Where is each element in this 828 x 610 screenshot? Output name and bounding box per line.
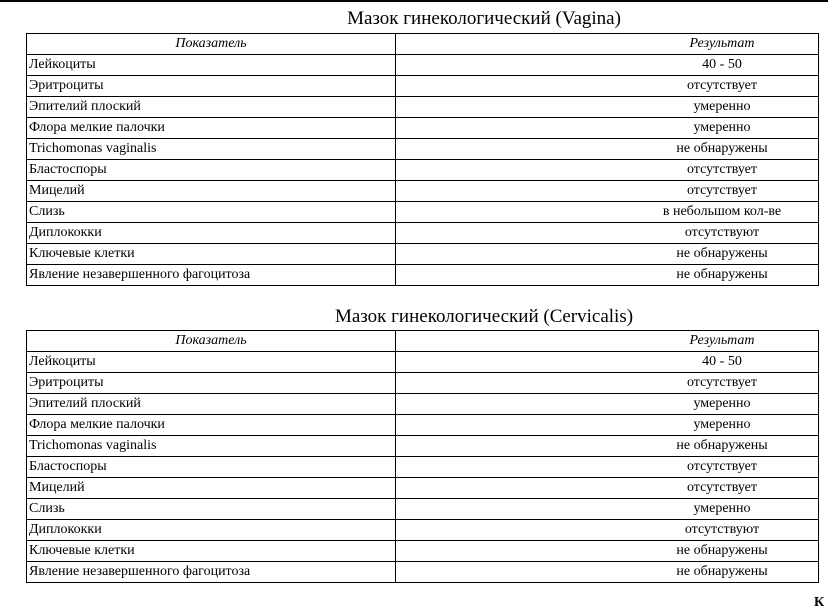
table-row: [27, 415, 819, 436]
row-result: [396, 499, 819, 520]
column-header-result: [396, 331, 819, 352]
row-result-text: умеренно: [693, 417, 751, 432]
row-result: [396, 202, 819, 223]
table-row: [27, 478, 819, 499]
column-header-indicator: Показатель: [27, 34, 396, 55]
row-result: [396, 76, 819, 97]
row-indicator: Эпителий плоский: [27, 394, 396, 415]
column-header-result-label: Результат: [689, 333, 755, 348]
row-indicator: Явление незавершенного фагоцитоза: [27, 265, 396, 286]
row-result-text: 40 - 50: [702, 57, 742, 72]
row-indicator: Бластоспоры: [27, 160, 396, 181]
row-result-text: отсутствуют: [684, 522, 760, 537]
row-result: [396, 97, 819, 118]
row-result: [396, 244, 819, 265]
row-indicator: Явление незавершенного фагоцитоза: [27, 562, 396, 583]
row-indicator: Trichomonas vaginalis: [27, 436, 396, 457]
table-row: [27, 352, 819, 373]
table-row: [27, 394, 819, 415]
table-row: [27, 436, 819, 457]
table-row: [27, 202, 819, 223]
row-result-text: в небольшом кол-ве: [662, 204, 782, 219]
row-result-text: умеренно: [693, 120, 751, 135]
row-result: [396, 562, 819, 583]
table-row: [27, 181, 819, 202]
row-result: [396, 265, 819, 286]
row-indicator: Слизь: [27, 202, 396, 223]
row-result-text: не обнаружены: [676, 246, 768, 261]
row-result: [396, 181, 819, 202]
section-cervicalis: [26, 303, 812, 583]
row-result-text: отсутствует: [686, 480, 758, 495]
row-result: [396, 520, 819, 541]
row-result: [396, 436, 819, 457]
row-result: [396, 373, 819, 394]
row-result-text: отсутствует: [686, 459, 758, 474]
row-indicator: Мицелий: [27, 478, 396, 499]
table-row: [27, 55, 819, 76]
table-row: [27, 118, 819, 139]
results-table: [26, 33, 819, 286]
column-header-result-label: Результат: [689, 36, 755, 51]
row-indicator: Лейкоциты: [27, 55, 396, 76]
table-header-row: [27, 34, 819, 55]
table-row: [27, 520, 819, 541]
footer-mark: К: [814, 595, 825, 610]
row-result: [396, 541, 819, 562]
row-indicator: Ключевые клетки: [27, 541, 396, 562]
row-result: [396, 457, 819, 478]
row-result: [396, 139, 819, 160]
row-result-text: умеренно: [693, 99, 751, 114]
row-result: [396, 394, 819, 415]
row-result-text: 40 - 50: [702, 354, 742, 369]
table-row: [27, 244, 819, 265]
row-result: [396, 352, 819, 373]
row-result: [396, 478, 819, 499]
row-indicator: Бластоспоры: [27, 457, 396, 478]
table-row: [27, 457, 819, 478]
row-result-text: не обнаружены: [676, 438, 768, 453]
row-result-text: не обнаружены: [676, 543, 768, 558]
row-indicator: Trichomonas vaginalis: [27, 139, 396, 160]
row-result-text: не обнаружены: [676, 564, 768, 579]
table-row: [27, 265, 819, 286]
row-indicator: Эритроциты: [27, 76, 396, 97]
results-table: [26, 330, 819, 583]
table-row: [27, 223, 819, 244]
row-result-text: отсутствует: [686, 183, 758, 198]
top-divider: [0, 0, 828, 2]
section-title: Мазок гинекологический (Cervicalis): [334, 306, 634, 327]
row-indicator: Эритроциты: [27, 373, 396, 394]
table-row: [27, 97, 819, 118]
table-row: [27, 139, 819, 160]
row-indicator: Флора мелкие палочки: [27, 415, 396, 436]
row-result: [396, 160, 819, 181]
table-row: [27, 76, 819, 97]
row-result-text: не обнаружены: [676, 141, 768, 156]
column-header-indicator: Показатель: [27, 331, 396, 352]
row-indicator: Мицелий: [27, 181, 396, 202]
row-result-text: отсутствуют: [684, 225, 760, 240]
section-vagina: [26, 5, 812, 286]
section-title: Мазок гинекологический (Vagina): [347, 8, 621, 29]
table-row: [27, 499, 819, 520]
row-result: [396, 55, 819, 76]
row-indicator: Эпителий плоский: [27, 97, 396, 118]
row-result: [396, 223, 819, 244]
row-result-text: отсутствует: [686, 78, 758, 93]
table-header-row: [27, 331, 819, 352]
row-indicator: Лейкоциты: [27, 352, 396, 373]
row-result-text: отсутствует: [686, 162, 758, 177]
row-result: [396, 415, 819, 436]
table-row: [27, 562, 819, 583]
row-indicator: Диплококки: [27, 223, 396, 244]
table-row: [27, 541, 819, 562]
row-indicator: Флора мелкие палочки: [27, 118, 396, 139]
row-result-text: отсутствует: [686, 375, 758, 390]
table-row: [27, 373, 819, 394]
row-indicator: Слизь: [27, 499, 396, 520]
table-row: [27, 160, 819, 181]
row-result: [396, 118, 819, 139]
row-indicator: Ключевые клетки: [27, 244, 396, 265]
column-header-result: [396, 34, 819, 55]
row-indicator: Диплококки: [27, 520, 396, 541]
row-result-text: умеренно: [693, 501, 751, 516]
row-result-text: умеренно: [693, 396, 751, 411]
row-result-text: не обнаружены: [676, 267, 768, 282]
